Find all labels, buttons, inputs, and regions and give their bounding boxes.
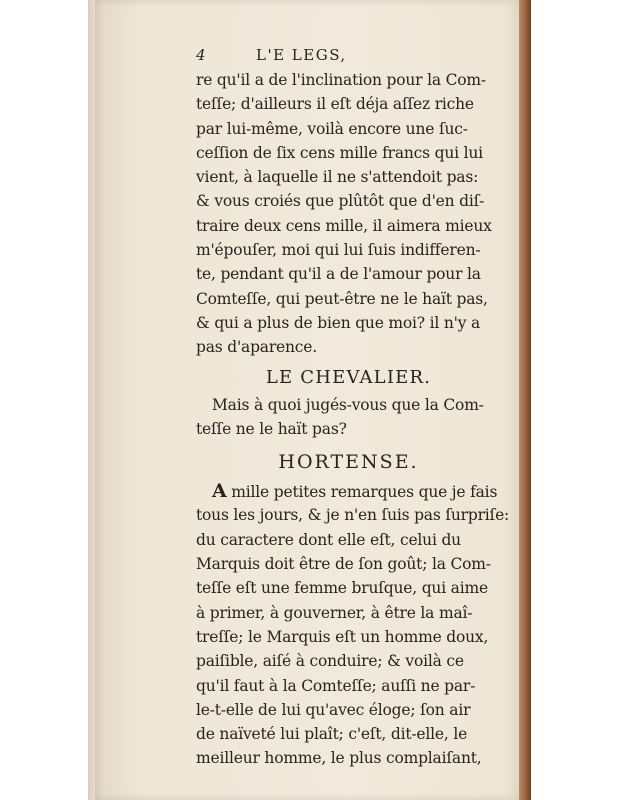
text-line: de naïveté lui plaît; c'eſt, dit-elle, le — [196, 725, 468, 744]
text-line: Comteſſe, qui peut-être ne le haït pas, — [196, 289, 488, 308]
text-line: teſſe ne le haït pas? — [196, 419, 347, 438]
text-line: par lui-même, voilà encore une ſuc- — [196, 119, 468, 138]
text-line: m'épouſer, moi qui lui ſuis indifferen- — [196, 241, 481, 260]
text-line: meilleur homme, le plus complaiſant, — [196, 749, 482, 768]
text-line: re qu'il a de l'inclination pour la Com- — [196, 71, 486, 89]
text-line: Marquis doit être de ſon goût; la Com- — [196, 555, 491, 574]
text-line: & vous croiés que plûtôt que d'en diſ- — [196, 192, 485, 211]
speaker-name: HORTENSE. — [278, 451, 419, 474]
initial-letter: A — [212, 480, 227, 503]
paragraph-2 — [196, 393, 501, 442]
page-text — [196, 46, 510, 771]
text-line: treſſe; le Marquis eſt un homme doux, — [196, 627, 489, 646]
speaker-name: LE CHEVALIER. — [265, 366, 432, 388]
running-title: L'E LEGS, — [256, 46, 347, 64]
text-line-rest: mille petites remarques que je fais — [226, 483, 498, 502]
page-gutter — [88, 0, 95, 800]
text-line: paiſible, aiſé à conduire; & voilà ce — [196, 652, 464, 671]
text-line: teſſe; d'ailleurs il eſt déja aſſez riche — [196, 95, 474, 114]
text-line: tous les jours, & je n'en ſuis pas ſurpriſe: — [196, 506, 510, 525]
text-line: pas d'aparence. — [196, 338, 317, 357]
text-line: vient, à laquelle il ne s'attendoit pas: — [196, 168, 479, 187]
text-line: te, pendant qu'il a de l'amour pour la — [196, 265, 481, 284]
page-number: 4 — [196, 46, 206, 64]
text-line: le-t-elle de lui qu'avec éloge; ſon air — [196, 700, 471, 719]
text-line: à primer, à gouverner, à être la maî- — [196, 603, 473, 622]
text-line: ceſſion de ſix cens mille francs qui lui — [196, 143, 483, 162]
paragraph-1 — [196, 68, 501, 360]
text-line: & qui a plus de bien que moi? il n'y a — [196, 313, 481, 332]
text-line: Mais à quoi jugés-vous que la Com- — [212, 395, 484, 414]
text-line: teſſe eſt une femme bruſque, qui aime — [196, 579, 488, 598]
text-line: qu'il faut à la Comteſſe; auſſi ne par- — [196, 676, 476, 695]
text-line: du caractere dont elle eſt, celui du — [196, 530, 461, 549]
paragraph-3 — [196, 479, 510, 771]
text-line — [196, 479, 501, 503]
running-head — [196, 46, 501, 68]
book-cover-edge — [519, 0, 531, 800]
text-line: traire deux cens mille, il aimera mieux — [196, 216, 492, 235]
